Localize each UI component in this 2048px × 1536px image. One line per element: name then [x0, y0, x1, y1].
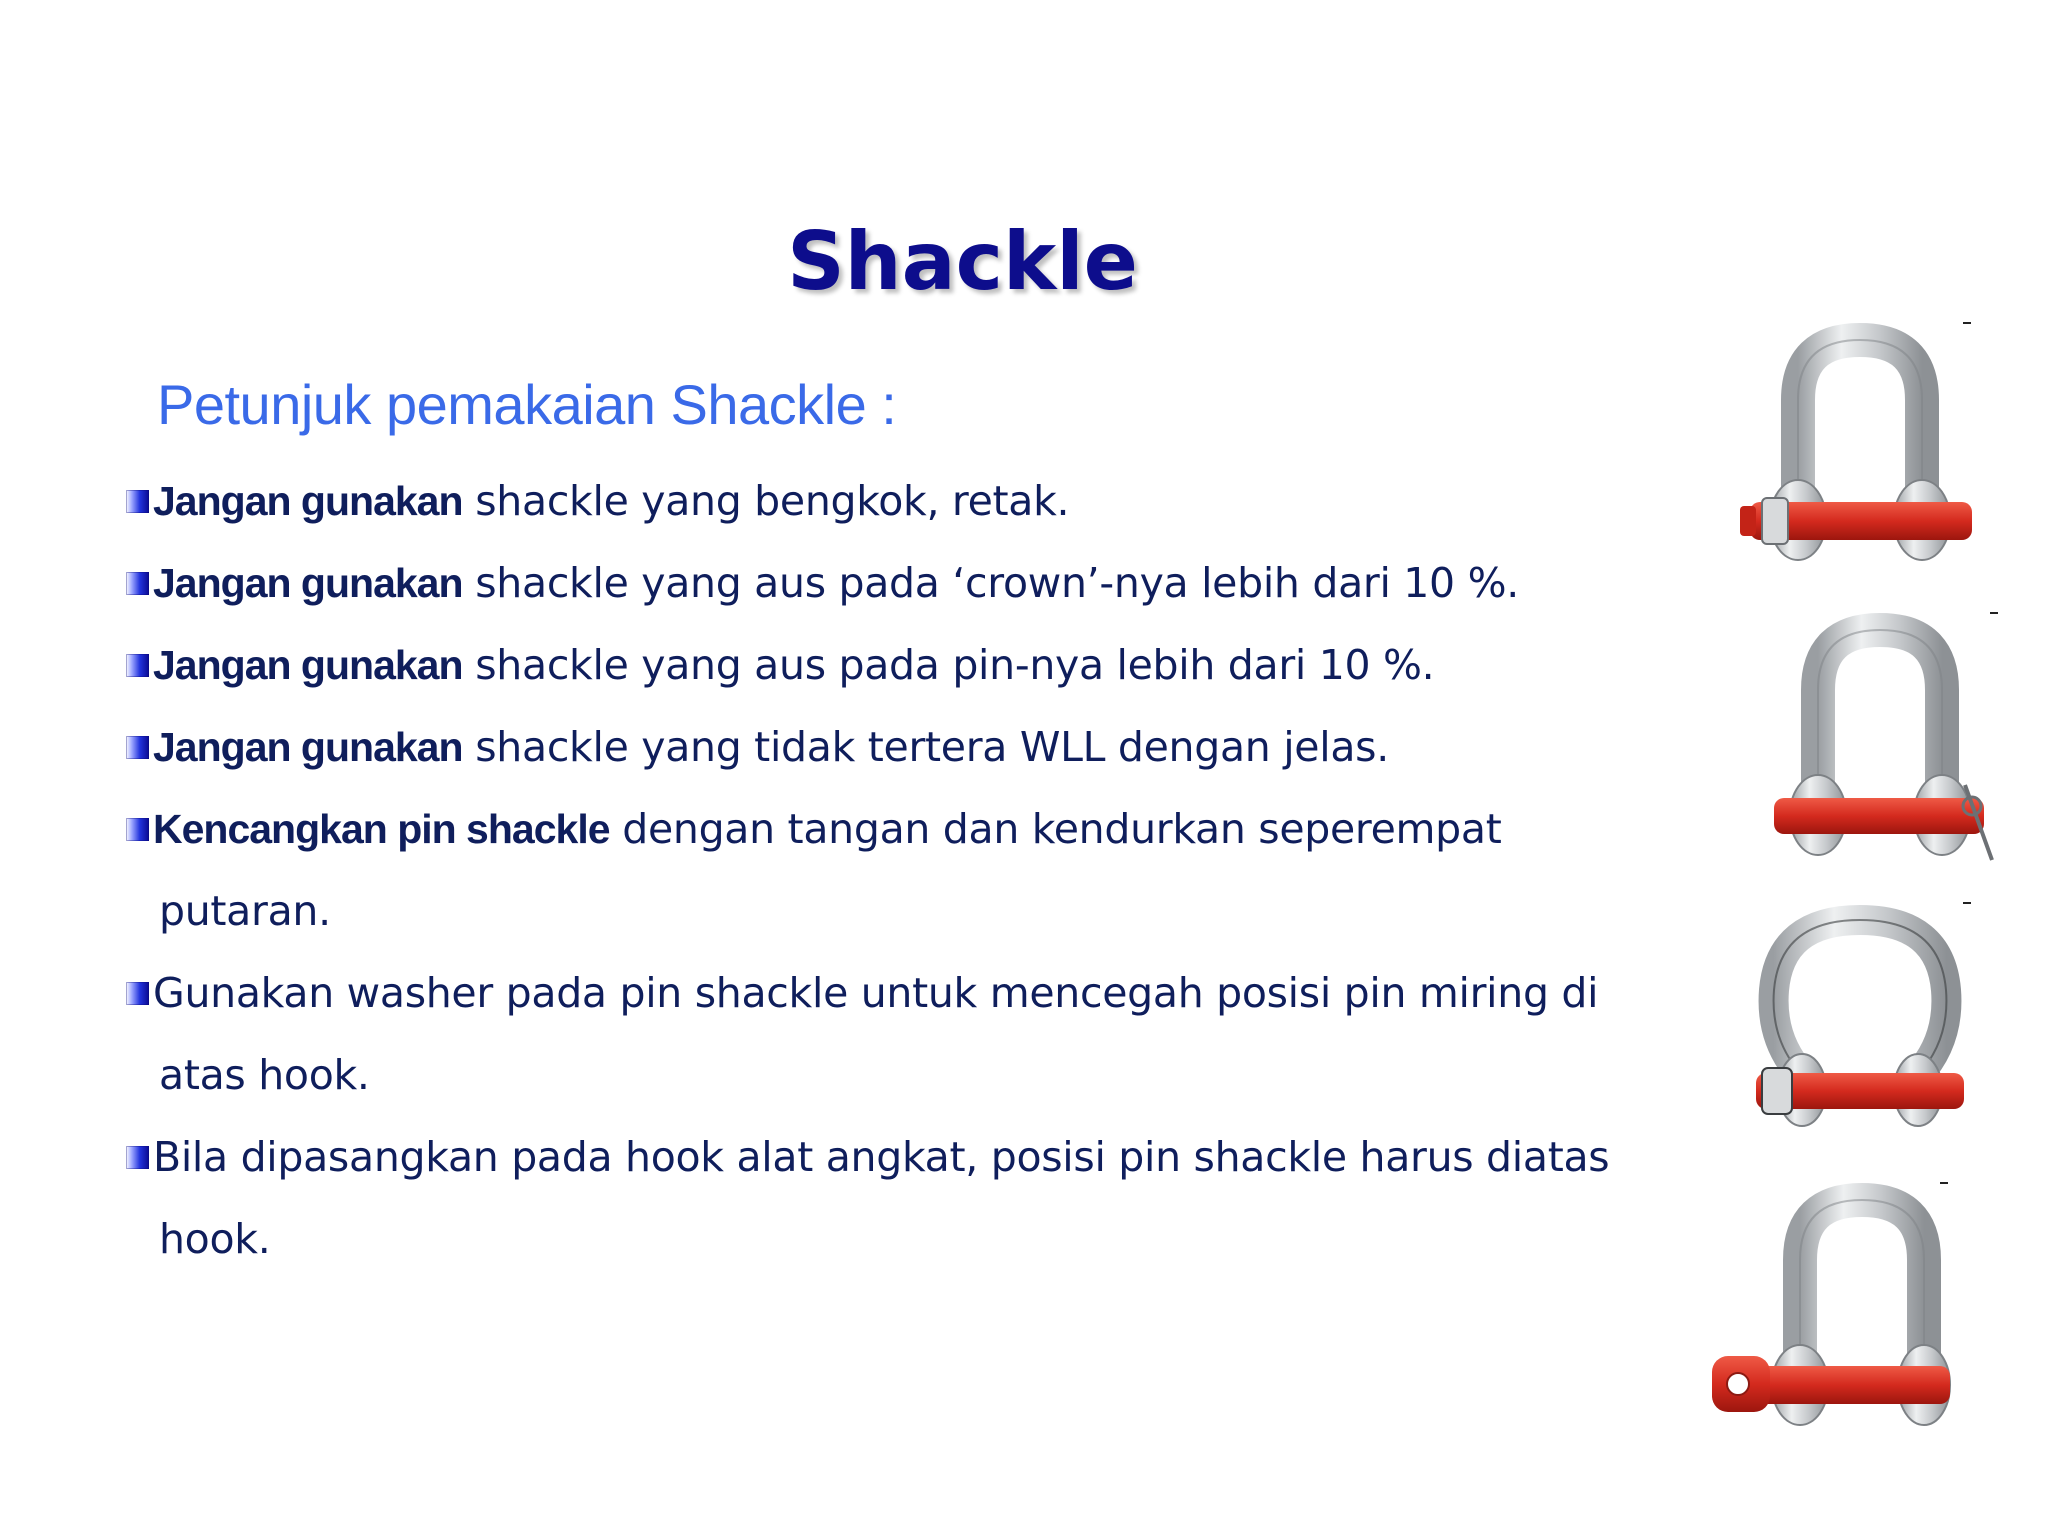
bullet-square-icon	[126, 490, 149, 513]
shackle-images	[1700, 300, 2030, 1480]
list-item	[126, 788, 1626, 952]
divider-tick	[1963, 902, 1971, 904]
list-item	[126, 460, 1626, 542]
bullet-square-icon	[126, 1146, 149, 1169]
bullet-square-icon	[126, 818, 149, 841]
bullet-text: dengan tangan dan kendurkan seperempat	[609, 805, 1502, 853]
bullet-square-icon	[126, 736, 149, 759]
bullet-square-icon	[126, 572, 149, 595]
bullet-continuation: putaran.	[159, 887, 331, 935]
bullet-text: shackle yang aus pada ‘crown’-nya lebih dari 10 %.	[462, 559, 1519, 607]
bullet-square-icon	[126, 982, 149, 1005]
safety-pin-dee-shackle-icon	[1760, 610, 2000, 880]
bullet-text: Gunakan washer pada pin shackle untuk mencegah posisi pin miring di	[153, 969, 1599, 1017]
list-item	[126, 1116, 1626, 1280]
screw-pin-bow-shackle-icon	[1740, 900, 1980, 1160]
list-item	[126, 706, 1626, 788]
bullet-square-icon	[126, 654, 149, 677]
slide-subtitle: Petunjuk pemakaian Shackle :	[157, 373, 897, 436]
divider-tick	[1990, 612, 1998, 614]
bullet-text: shackle yang bengkok, retak.	[462, 477, 1070, 525]
round-pin-dee-shackle-icon	[1710, 1180, 1960, 1450]
bullet-text: shackle yang aus pada pin-nya lebih dari 10 %.	[462, 641, 1435, 689]
bullet-text: Bila dipasangkan pada hook alat angkat, posisi pin shackle harus diatas	[153, 1133, 1610, 1181]
bullet-continuation: hook.	[159, 1215, 271, 1263]
divider-tick	[1963, 322, 1971, 324]
list-item	[126, 624, 1626, 706]
bullet-emphasis: Jangan gunakan	[153, 478, 463, 524]
bullet-continuation: atas hook.	[159, 1051, 370, 1099]
bullet-emphasis: Jangan gunakan	[153, 724, 463, 770]
slide-title: Shackle	[787, 215, 1138, 308]
bullet-emphasis: Jangan gunakan	[153, 642, 463, 688]
bullet-emphasis: Jangan gunakan	[153, 560, 463, 606]
bullet-text: shackle yang tidak tertera WLL dengan jelas.	[462, 723, 1389, 771]
screw-pin-dee-shackle-icon	[1740, 320, 1980, 590]
list-item	[126, 952, 1626, 1116]
list-item	[126, 542, 1626, 624]
divider-tick	[1940, 1182, 1948, 1184]
bullet-emphasis: Kencangkan pin shackle	[153, 806, 610, 852]
